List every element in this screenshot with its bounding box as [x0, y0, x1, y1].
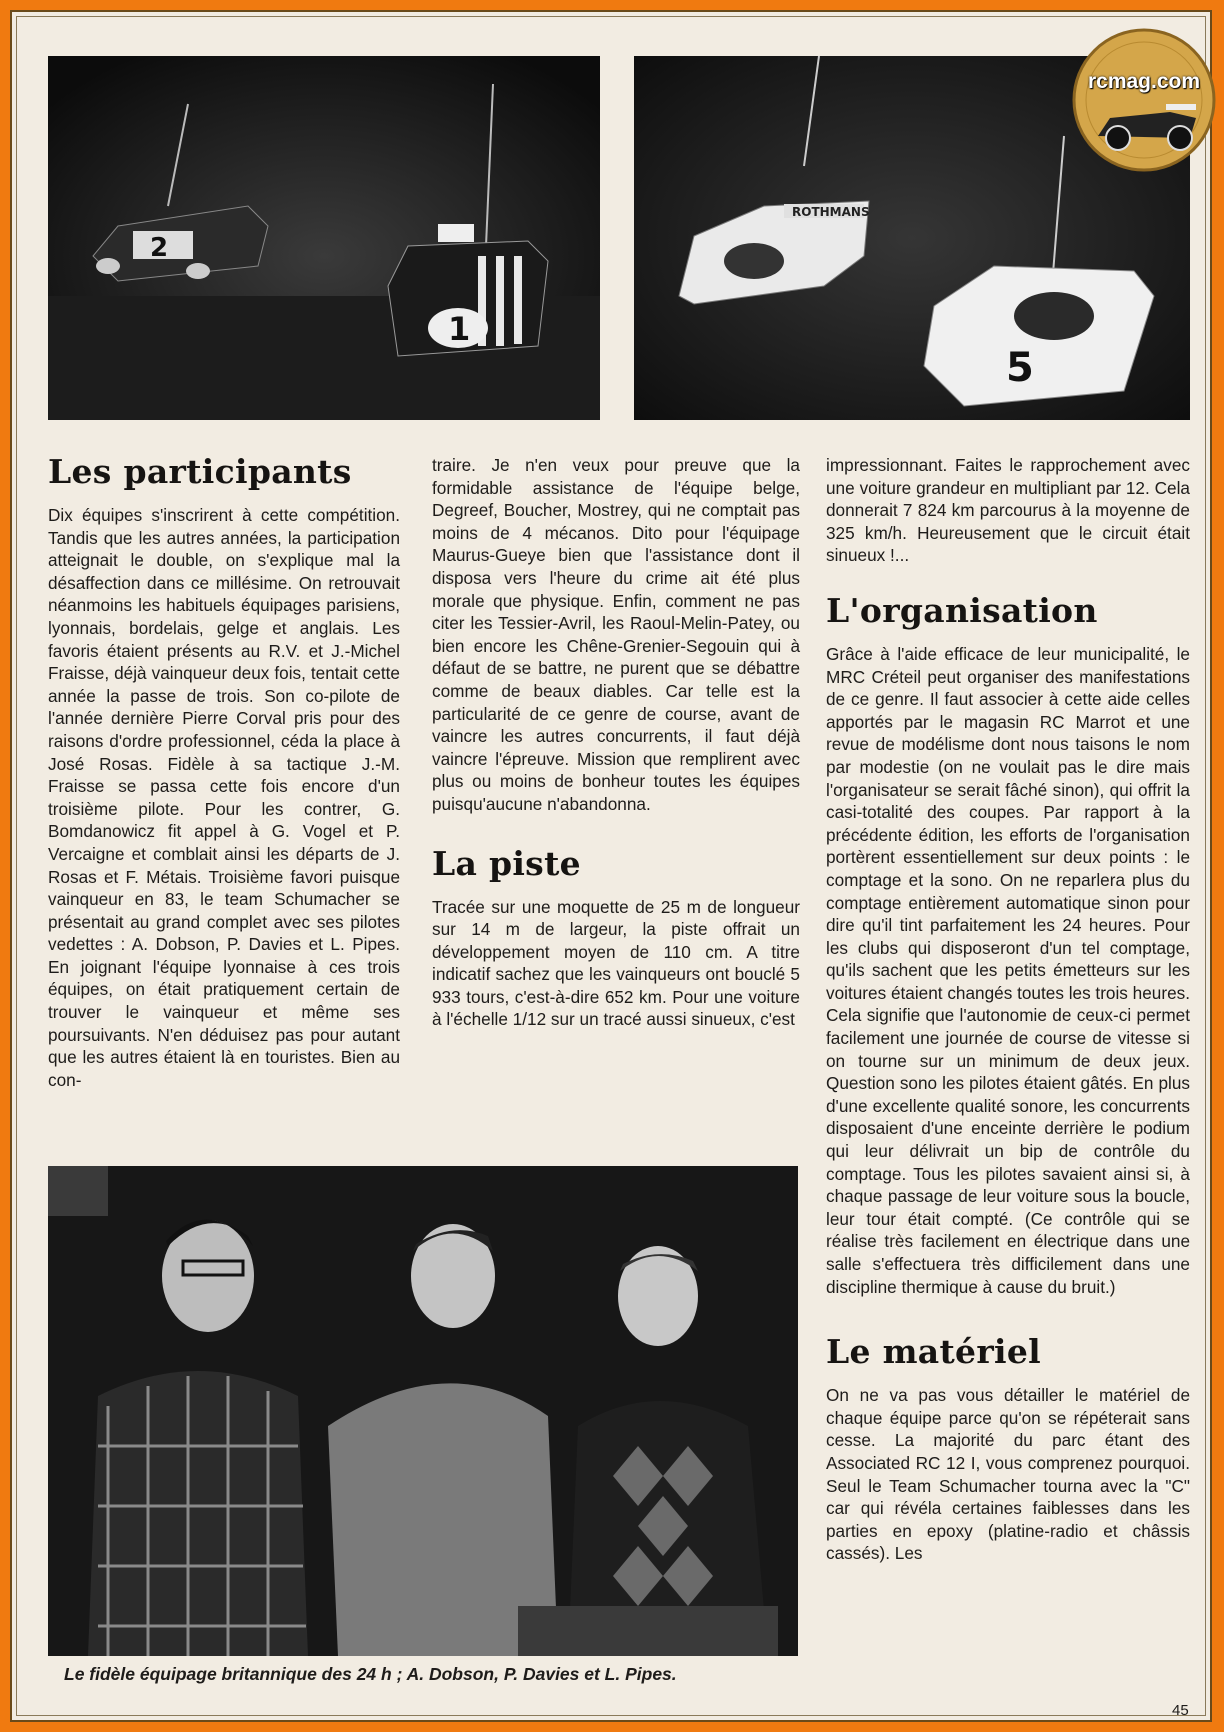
photo-caption: Le fidèle équipage britannique des 24 h ; A. Dobson, P. Davies et L. Pipes.: [64, 1664, 677, 1684]
column-1: [48, 452, 400, 1091]
car-number-2: 2: [150, 233, 169, 263]
sponsor-label: ROTHMANS: [792, 205, 870, 219]
column-3: [826, 454, 1190, 1565]
paragraph-materiel: On ne va pas vous détailler le matériel de chaque équipe parce qu'on se répéterait sans cesse. La majorité du parc étant des Associated RC 12 I, vous comprenez pourquoi. Seul le Team Schumacher tourna avec la "C" car qui révéla certaines faiblesses dans les parties en epoxy (platine-radio et châssis cassés). Les: [826, 1385, 1190, 1564]
photo-cars-1-and-2-image: [48, 56, 600, 420]
paragraph-piste-continued: impressionnant. Faites le rapprochement avec une voiture grandeur en multipliant par 12. Cela donnerait 7 824 km parcourus à la moyenne de 325 km/h. Heureusement que le circuit était sinueux !...: [826, 455, 1190, 566]
paragraph-la-piste: Tracée sur une moquette de 25 m de longueur sur 14 m de largeur, la piste offrait un développement moyen de 110 cm. A titre indicatif sachez que les vainqueurs ont bouclé 5 933 tours, c'est-à-dire 652 km. Pour une voiture à l'échelle 1/12 sur un tracé aussi sinueux, c'est: [432, 896, 800, 1030]
heading-l-organisation: L'organisation: [826, 590, 1098, 630]
paragraph-organisation: Grâce à l'aide efficace de leur municipalité, le MRC Créteil peut organiser des manifestations de ce genre. Il faut associer à cette aide celles apportés par le magasin RC Marrot et une revue de modélisme dont nous taisons le nom par modestie (on ne voulait pas le dire mais l'organisateur se serait fâché sinon), qui offrit la casi-totalité des coupes. Par rapport à la précédente édition, les efforts de l'organisation portèrent essentiellement sur deux points : le comptage et la sono. On ne reparlera plus du comptage entièrement automatique sinon pour dire qu'il tint parfaitement les 24 heures. Pour les clubs qui disposeront d'un tel comptage, qu'ils sachent que les petits émetteurs sur les voitures étaient changés toutes les trois heures. Cela signifie que l'autonomie de ceux-ci permet facilement une journée de course de vitesse si on tourne sur un minimum de deux jeux. Question sono les pilotes étaient gâtés. En plus d'une excellente qualité sonore, les concurrents disposaient d'une enceinte derrière le podium qui leur délivrait un bip de contrôle du comptage. Tous les pilotes savaient ainsi si, à chaque passage de leur voiture sous la boucle, leur tour était compté. (Ce contrôle qui se réalise très facilement en électrique dans une salle s'effectuera très difficilement dans une discipline thermique à cause du bruit.): [826, 643, 1191, 1297]
photo-cars-1-and-2: [48, 56, 600, 420]
heading-la-piste: La piste: [432, 843, 581, 883]
photo-british-team-image: [48, 1166, 798, 1656]
rcmag-logo-emblem: [1070, 26, 1218, 174]
rcmag-logo: [1070, 26, 1218, 174]
logo-wordmark: rcmag.com: [1087, 70, 1201, 93]
magazine-page: [10, 10, 1212, 1722]
heading-le-materiel: Le matériel: [826, 1332, 1041, 1372]
heading-les-participants: Les participants: [48, 452, 352, 491]
car-number-5: 5: [1006, 345, 1034, 391]
column-2: [432, 454, 800, 1031]
paragraph-participants: Dix équipes s'inscrirent à cette compétition. Tandis que les autres années, la participation atteignait le double, on s'explique mal la désaffection dans ce millésime. On retrouvait néanmoins les habituels équipages parisiens, lyonnais, bordelais, gelge et anglais. Les favoris étaient présents au R.V. et J.-Michel Fraisse, déjà vainqueur deux fois, tentait cette année la passe de trois. Son co-pilote de l'année dernière Pierre Corval pris pour des raisons d'ordre professionnel, céda la place à José Rosas. Fidèle à sa tactique J.-M. Fraisse se passa cette fois encore d'un troisième pilote. Pour les contrer, G. Bomdanowicz fit appel à G. Vogel et P. Vercaigne et comblait ainsi les départs de J. Rosas et F. Métais. Troisième favori puisque vainqueur en 83, le team Schumacher se présentait au grand complet avec ses pilotes vedettes : A. Dobson, P. Davies et L. Pipes. En joignant l'équipe lyonnaise à ces trois équipes, on était pratiquement certain de trouver le vainqueur et même ses poursuivants. N'en déduisez pas pour autant que les autres étaient là en touristes. Bien au con-: [48, 505, 400, 1090]
photo-british-team: [48, 1166, 798, 1656]
paragraph-participants-continued: traire. Je n'en veux pour preuve que la formidable assistance de l'équipe belge, Degreef, Boucher, Mostrey, qui ne comptait pas moins de 4 mécanos. Dito pour l'équipage Maurus-Gueye bien que l'assistance dont il disposa vers l'heure du crime ait été plus morale que physique. Enfin, comment ne pas citer les Tessier-Avril, les Raoul-Melin-Patey, ou bien encore les Chêne-Grenier-Segouin qui à défaut de se battre, ne purent que se débattre comme de beaux diables. Car telle est la particularité de ce genre de course, avant de vaincre les autres concurrents, il faut déjà vaincre l'épreuve. Mission que remplirent avec plus ou moins de bonheur toutes les équipes puisqu'aucune n'abandonna.: [432, 455, 800, 814]
car-number-1: 1: [448, 310, 471, 348]
page-number: 45: [1172, 1702, 1189, 1719]
